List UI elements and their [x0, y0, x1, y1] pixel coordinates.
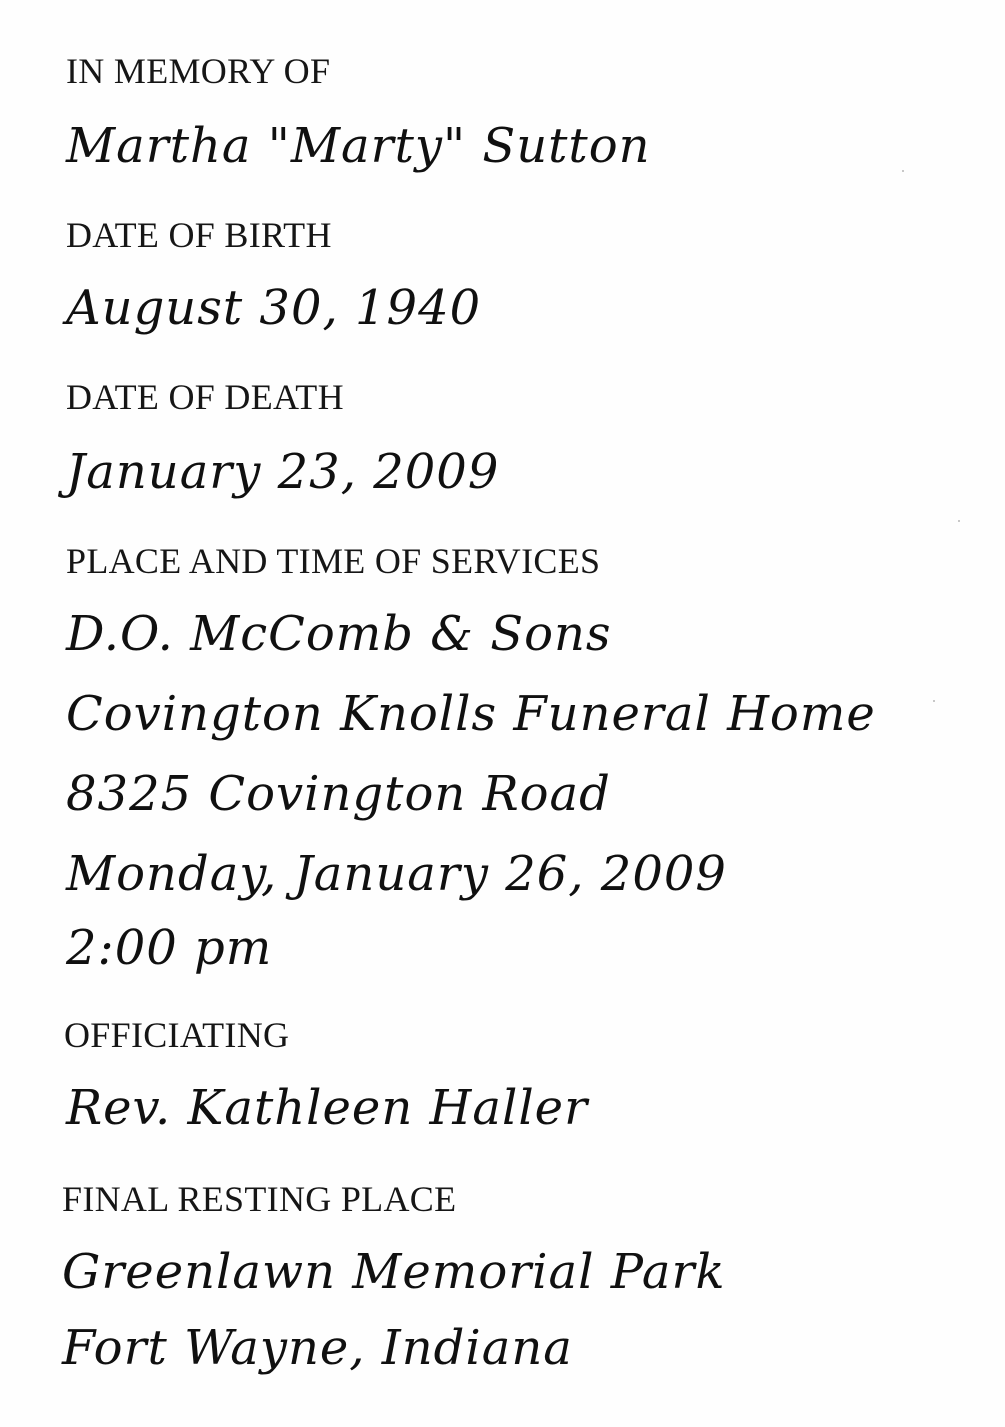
memory-heading: IN MEMORY OF [66, 51, 331, 91]
scan-speck [958, 520, 960, 522]
deceased-name: Martha "Marty" Sutton [66, 118, 651, 174]
officiant-name: Rev. Kathleen Haller [66, 1080, 589, 1136]
services-date: Monday, January 26, 2009 [66, 846, 727, 902]
resting-place-cemetery: Greenlawn Memorial Park [62, 1244, 726, 1300]
resting-place-city: Fort Wayne, Indiana [62, 1320, 573, 1376]
services-address: 8325 Covington Road [66, 766, 611, 822]
services-location: Covington Knolls Funeral Home [66, 686, 876, 742]
scan-speck [933, 700, 935, 702]
death-heading: DATE OF DEATH [66, 377, 344, 417]
resting-place-heading: FINAL RESTING PLACE [62, 1179, 457, 1219]
scan-speck [902, 170, 904, 172]
officiating-heading: OFFICIATING [64, 1015, 290, 1055]
services-time: 2:00 pm [66, 920, 273, 976]
services-funeral-home: D.O. McComb & Sons [66, 606, 612, 662]
birth-date: August 30, 1940 [66, 280, 482, 336]
services-heading: PLACE AND TIME OF SERVICES [66, 541, 601, 581]
death-date: January 23, 2009 [66, 444, 500, 500]
birth-heading: DATE OF BIRTH [66, 215, 332, 255]
